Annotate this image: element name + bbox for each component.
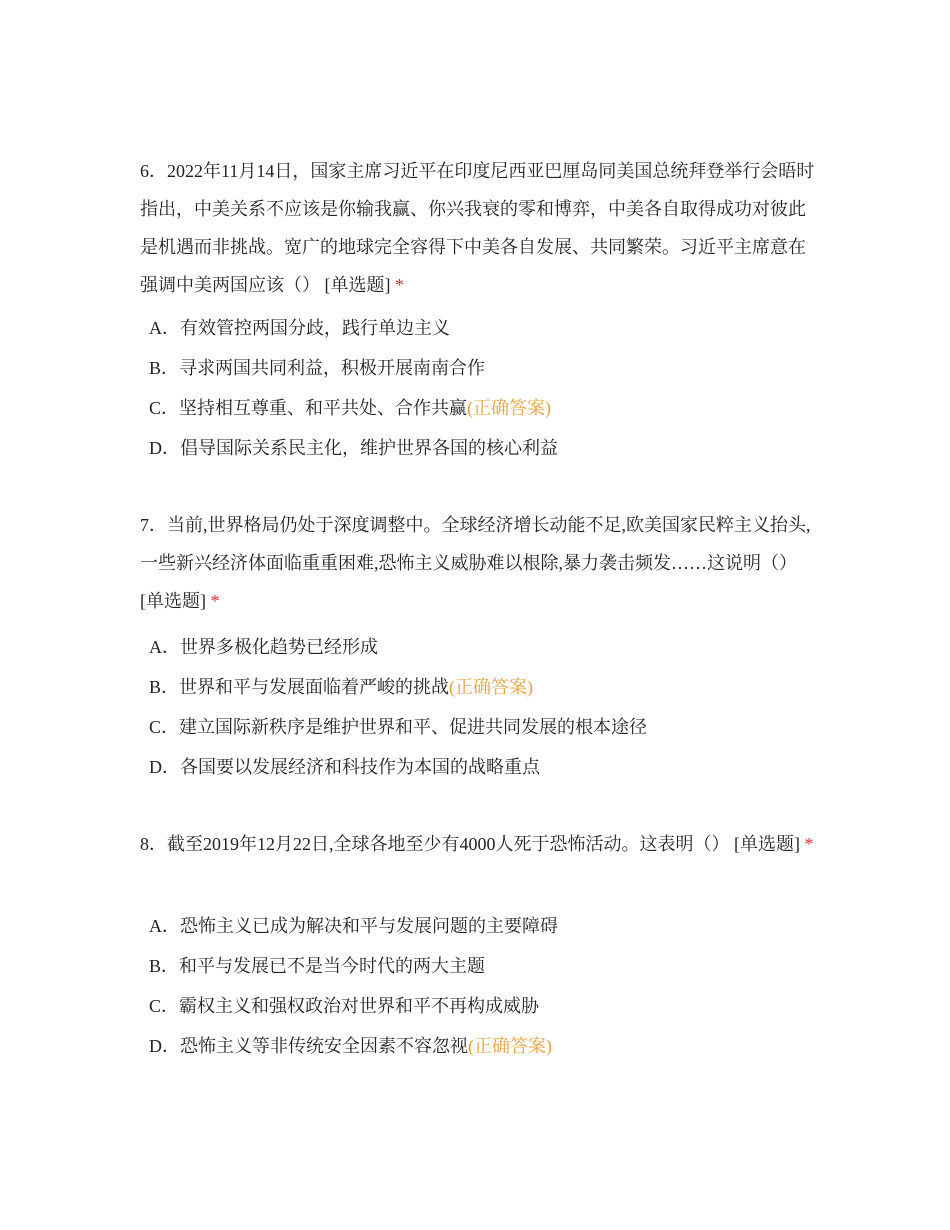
option-text: D．恐怖主义等非传统安全因素不容忽视 [149,1036,468,1056]
stem-text: 8．截至2019年12月22日,全球各地至少有4000人死于恐怖活动。这表明（） [140,834,730,854]
option-c[interactable] [149,388,558,428]
question-type: [单选题] [140,591,206,611]
required-mark: * [395,275,404,295]
option-b[interactable] [149,667,647,707]
question-type: [单选题] [324,275,391,295]
option-c[interactable] [149,707,647,747]
option-d[interactable] [149,1026,558,1066]
question-7 [140,506,815,620]
correct-answer-label: (正确答案) [449,677,534,697]
option-a[interactable] [149,308,558,348]
question-stem [140,152,815,304]
option-text: A．有效管控两国分歧，践行单边主义 [149,318,450,338]
option-text: A．世界多极化趋势已经形成 [149,637,378,657]
option-text: C．坚持相互尊重、和平共处、合作共赢 [149,398,468,418]
correct-answer-label: (正确答案) [467,398,552,418]
option-text: B．世界和平与发展面临着严峻的挑战 [149,677,450,697]
stem-text: 7．当前,世界格局仍处于深度调整中。全球经济增长动能不足,欧美国家民粹主义抬头,一些新兴经济体面临重重困难,恐怖主义威胁难以根除,暴力袭击频发……这说明（） [140,515,811,573]
option-d[interactable] [149,747,647,787]
option-a[interactable] [149,906,558,946]
option-text: A．恐怖主义已成为解决和平与发展问题的主要障碍 [149,916,558,936]
option-text: B．和平与发展已不是当今时代的两大主题 [149,956,486,976]
correct-answer-label: (正确答案) [468,1036,552,1056]
options-8 [149,906,558,1066]
question-8 [140,825,815,863]
option-c[interactable] [149,986,558,1026]
question-stem [140,506,815,620]
option-b[interactable] [149,348,558,388]
option-a[interactable] [149,627,647,667]
option-b[interactable] [149,946,558,986]
option-text: C．建立国际新秩序是维护世界和平、促进共同发展的根本途径 [149,717,648,737]
required-mark: * [210,591,220,611]
option-text: C．霸权主义和强权政治对世界和平不再构成威胁 [149,996,540,1016]
required-mark: * [804,834,814,854]
question-6 [140,152,815,304]
question-type: [单选题] [734,834,800,854]
option-d[interactable] [149,428,558,468]
options-7 [149,627,647,787]
question-stem [140,825,815,863]
options-6 [149,308,558,468]
option-text: D．各国要以发展经济和科技作为本国的战略重点 [149,757,540,777]
stem-text: 6．2022年11月14日，国家主席习近平在印度尼西亚巴厘岛同美国总统拜登举行会晤时指出，中美关系不应该是你输我赢、你兴我衰的零和博弈，中美各自取得成功对彼此是机遇而非挑战。宽广的地球完全容得下中美各自发展、共同繁荣。习近平主席意在强调中美两国应该（） [140,161,815,295]
option-text: B．寻求两国共同利益，积极开展南南合作 [149,358,486,378]
option-text: D．倡导国际关系民主化，维护世界各国的核心利益 [149,438,558,458]
